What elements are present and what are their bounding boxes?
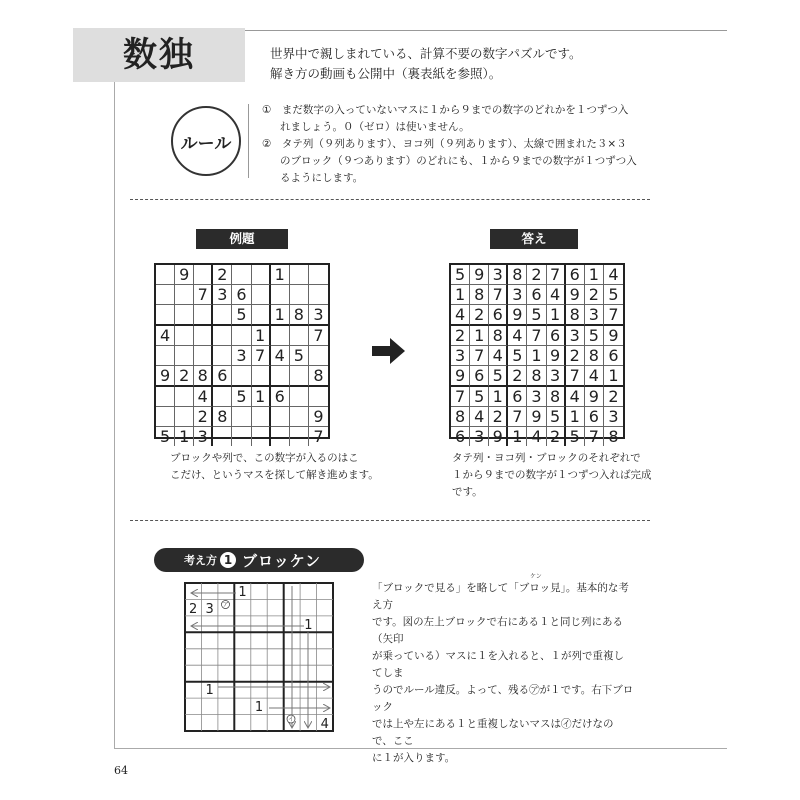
example-cell-r7c5: 5 xyxy=(232,387,251,407)
answer-cell-r3c3: 6 xyxy=(489,305,508,326)
example-cell-r8c1 xyxy=(156,407,175,427)
example-cell-r1c8 xyxy=(290,265,309,285)
rules-badge: ルール xyxy=(171,106,241,176)
example-cell-r1c9 xyxy=(309,265,328,285)
example-cell-r6c9: 8 xyxy=(309,366,328,387)
example-cell-r6c4: 6 xyxy=(213,366,232,387)
example-cell-r7c7: 6 xyxy=(271,387,290,407)
answer-cell-r2c9: 5 xyxy=(604,285,623,305)
example-cell-r7c4 xyxy=(213,387,232,407)
example-cell-r9c3: 3 xyxy=(194,427,213,446)
answer-cell-r3c4: 9 xyxy=(508,305,527,326)
answer-cell-r9c2: 3 xyxy=(470,427,489,446)
explain-line: が乗っている）マスに１を入れると、１が列で重複してしま xyxy=(372,650,624,679)
example-cell-r8c3: 2 xyxy=(194,407,213,427)
demo-digit-2: 2 xyxy=(189,602,198,617)
rule-line: れましょう。０（ゼロ）は使いません。 xyxy=(280,121,470,133)
example-cell-r4c2 xyxy=(175,326,194,346)
example-cell-r1c7: 1 xyxy=(271,265,290,285)
answer-cell-r3c7: 8 xyxy=(566,305,585,326)
example-cell-r6c7 xyxy=(271,366,290,387)
example-cell-r8c7 xyxy=(271,407,290,427)
answer-cell-r9c4: 1 xyxy=(508,427,527,446)
example-cell-r1c3 xyxy=(194,265,213,285)
method-number: 1 xyxy=(220,552,236,568)
answer-cell-r5c7: 2 xyxy=(566,346,585,366)
answer-cell-r9c7: 5 xyxy=(566,427,585,446)
example-cell-r1c4: 2 xyxy=(213,265,232,285)
example-cell-r8c9: 9 xyxy=(309,407,328,427)
example-cell-r3c1 xyxy=(156,305,175,326)
answer-cell-r3c2: 2 xyxy=(470,305,489,326)
example-cell-r8c4: 8 xyxy=(213,407,232,427)
example-cell-r1c2: 9 xyxy=(175,265,194,285)
example-cell-r9c9: 7 xyxy=(313,427,324,446)
example-cell-r1c6 xyxy=(252,265,271,285)
answer-cell-r6c8: 4 xyxy=(585,366,604,387)
page-title: 数独 xyxy=(123,35,195,75)
example-cell-r2c7 xyxy=(271,285,290,305)
answer-cell-r9c6: 2 xyxy=(547,427,566,446)
example-cell-r2c9 xyxy=(309,285,328,305)
answer-cell-r8c7: 1 xyxy=(566,407,585,427)
example-cell-r3c4 xyxy=(213,305,232,326)
answer-cell-r1c4: 8 xyxy=(508,265,527,285)
answer-cell-r7c3: 1 xyxy=(489,387,508,407)
answer-cell-r1c6: 7 xyxy=(547,265,566,285)
example-cell-r4c6: 1 xyxy=(252,326,271,346)
example-cell-r6c3: 8 xyxy=(194,366,213,387)
answer-cell-r8c4: 7 xyxy=(508,407,527,427)
example-cell-r9c4 xyxy=(213,427,232,446)
top-divider xyxy=(245,30,727,31)
answer-cell-r5c1: 3 xyxy=(451,346,470,366)
mark-a: ア xyxy=(222,601,229,609)
example-cell-r4c3 xyxy=(194,326,213,346)
example-cell-r3c8: 8 xyxy=(290,305,309,326)
explain-line: 「ブロックで見る」を略して「ブロッ見」。基本的な考え方 xyxy=(372,582,629,611)
rule-item xyxy=(262,136,642,187)
answer-cell-r4c8: 5 xyxy=(585,326,604,346)
answer-cell-r6c7: 7 xyxy=(566,366,585,387)
right-arrow-icon xyxy=(372,338,406,364)
method-explanation xyxy=(372,580,634,767)
rule-line: るようにします。 xyxy=(280,172,364,184)
answer-cell-r1c7: 6 xyxy=(566,265,585,285)
answer-cell-r9c9: 8 xyxy=(608,427,619,446)
example-sudoku-grid xyxy=(154,263,330,446)
answer-cell-r8c6: 5 xyxy=(547,407,566,427)
answer-cell-r8c5: 9 xyxy=(527,407,546,427)
example-cell-r4c4 xyxy=(213,326,232,346)
example-cell-r6c6 xyxy=(252,366,271,387)
example-cell-r9c2: 1 xyxy=(175,427,194,446)
example-cell-r4c7 xyxy=(271,326,290,346)
answer-cell-r3c1: 4 xyxy=(451,305,470,326)
answer-cell-r9c8: 7 xyxy=(585,427,604,446)
example-cell-r8c5 xyxy=(232,407,251,427)
answer-cell-r8c8: 6 xyxy=(585,407,604,427)
example-cell-r5c7: 4 xyxy=(271,346,290,366)
answer-cell-r6c4: 2 xyxy=(508,366,527,387)
answer-cell-r6c9: 1 xyxy=(604,366,623,387)
intro-line: 世界中で親しまれている、計算不要の数字パズルです。 xyxy=(270,46,582,61)
answer-cell-r4c3: 8 xyxy=(489,326,508,346)
example-cell-r9c6 xyxy=(252,427,271,446)
answer-cell-r5c5: 1 xyxy=(527,346,546,366)
intro-text xyxy=(270,44,582,84)
rule-line: ① まだ数字の入っていないマスに１から９までの数字のどれかを１つずつ入 xyxy=(262,104,629,116)
answer-cell-r1c2: 9 xyxy=(470,265,489,285)
answer-cell-r7c7: 4 xyxy=(566,387,585,407)
example-cell-r5c5: 3 xyxy=(232,346,251,366)
answer-cell-r2c1: 1 xyxy=(451,285,470,305)
section-dashed-divider xyxy=(130,199,650,200)
example-cell-r7c6: 1 xyxy=(252,387,271,407)
example-cell-r7c9 xyxy=(309,387,328,407)
answer-cell-r2c4: 3 xyxy=(508,285,527,305)
answer-cell-r5c4: 5 xyxy=(508,346,527,366)
answer-cell-r4c5: 7 xyxy=(527,326,546,346)
demo-digit-1: 1 xyxy=(254,700,264,715)
rules-text xyxy=(262,102,642,187)
example-cell-r3c6 xyxy=(252,305,271,326)
example-cell-r5c6: 7 xyxy=(252,346,271,366)
demo-digit-3: 3 xyxy=(205,602,214,617)
answer-cell-r5c3: 4 xyxy=(489,346,508,366)
example-cell-r4c9: 7 xyxy=(309,326,328,346)
example-cell-r6c5 xyxy=(232,366,251,387)
answer-cell-r8c2: 4 xyxy=(470,407,489,427)
example-cell-r8c8 xyxy=(290,407,309,427)
answer-cell-r5c2: 7 xyxy=(470,346,489,366)
answer-cell-r7c1: 7 xyxy=(451,387,470,407)
ruby-annotation: ケン xyxy=(530,573,542,580)
caption-line: ブロックや列で、この数字が入るのはこ xyxy=(170,452,359,464)
answer-cell-r6c5: 8 xyxy=(527,366,546,387)
answer-cell-r4c9: 9 xyxy=(604,326,623,346)
answer-cell-r7c2: 5 xyxy=(470,387,489,407)
example-cell-r4c8 xyxy=(290,326,309,346)
example-cell-r5c2 xyxy=(175,346,194,366)
rule-item xyxy=(262,102,642,136)
example-cell-r2c4: 3 xyxy=(213,285,232,305)
answer-cell-r5c8: 8 xyxy=(585,346,604,366)
intro-line: 解き方の動画も公開中（裏表紙を参照）。 xyxy=(270,66,502,81)
answer-cell-r4c7: 3 xyxy=(566,326,585,346)
answer-cell-r1c1: 5 xyxy=(451,265,470,285)
method-prefix: 考え方 xyxy=(184,554,217,567)
example-cell-r2c1 xyxy=(156,285,175,305)
demo-digit-1: 1 xyxy=(238,585,247,600)
answer-cell-r6c2: 6 xyxy=(470,366,489,387)
answer-cell-r4c6: 6 xyxy=(547,326,566,346)
caption-line: です。 xyxy=(452,486,483,498)
explain-line: です。図の左上ブロックで右にある１と同じ列にある（矢印 xyxy=(372,616,623,645)
example-cell-r6c1: 9 xyxy=(156,366,175,387)
example-cell-r2c8 xyxy=(290,285,309,305)
answer-cell-r2c5: 6 xyxy=(527,285,546,305)
answer-cell-r9c1: 6 xyxy=(451,427,470,446)
explain-line: うのでルール違反。よって、残る㋐が１です。右下ブロック xyxy=(372,684,634,713)
example-cell-r5c9 xyxy=(309,346,328,366)
answer-cell-r7c9: 2 xyxy=(604,387,623,407)
demo-digit-1: 1 xyxy=(304,618,313,633)
example-cell-r5c1 xyxy=(156,346,175,366)
example-cell-r4c1: 4 xyxy=(156,326,175,346)
answer-cell-r2c8: 2 xyxy=(585,285,604,305)
answer-cell-r4c1: 2 xyxy=(451,326,470,346)
caption-line: こだけ、というマスを探して解き進めます。 xyxy=(170,469,379,481)
answer-cell-r1c8: 1 xyxy=(585,265,604,285)
mark-i: イ xyxy=(287,716,295,724)
example-caption xyxy=(170,450,379,484)
example-label: 例題 xyxy=(196,229,288,249)
answer-label: 答え xyxy=(490,229,578,249)
example-cell-r7c1 xyxy=(156,387,175,407)
example-cell-r8c6 xyxy=(252,407,271,427)
answer-cell-r7c5: 3 xyxy=(527,387,546,407)
left-margin-line xyxy=(114,82,115,748)
example-cell-r4c5 xyxy=(232,326,251,346)
answer-cell-r6c3: 5 xyxy=(489,366,508,387)
method-name: ブロッケン xyxy=(242,551,321,570)
answer-cell-r6c1: 9 xyxy=(451,366,470,387)
answer-cell-r9c5: 4 xyxy=(527,427,546,446)
example-cell-r2c3: 7 xyxy=(194,285,213,305)
answer-cell-r1c9: 4 xyxy=(604,265,623,285)
answer-cell-r6c6: 3 xyxy=(547,366,566,387)
answer-cell-r3c5: 5 xyxy=(527,305,546,326)
answer-cell-r8c1: 8 xyxy=(451,407,470,427)
example-cell-r3c2 xyxy=(175,305,194,326)
answer-cell-r4c2: 1 xyxy=(470,326,489,346)
answer-cell-r3c8: 3 xyxy=(585,305,604,326)
answer-cell-r9c3: 9 xyxy=(489,427,508,446)
example-cell-r2c2 xyxy=(175,285,194,305)
answer-sudoku-grid xyxy=(449,263,625,446)
answer-cell-r3c9: 7 xyxy=(604,305,623,326)
example-cell-r1c5 xyxy=(232,265,251,285)
example-cell-r7c3: 4 xyxy=(194,387,213,407)
section-dashed-divider xyxy=(130,520,650,521)
answer-cell-r7c4: 6 xyxy=(508,387,527,407)
example-cell-r2c5: 6 xyxy=(232,285,251,305)
answer-cell-r1c5: 2 xyxy=(527,265,546,285)
page-number: 64 xyxy=(114,764,128,777)
caption-line: １から９までの数字が１つずつ入れば完成 xyxy=(452,469,652,481)
answer-cell-r2c6: 4 xyxy=(547,285,566,305)
caption-line: タテ列・ヨコ列・ブロックのそれぞれで xyxy=(452,452,641,464)
demo-digit-4: 4 xyxy=(320,717,329,732)
answer-cell-r7c8: 9 xyxy=(585,387,604,407)
example-cell-r3c7: 1 xyxy=(271,305,290,326)
answer-cell-r5c9: 6 xyxy=(604,346,623,366)
example-cell-r1c1 xyxy=(156,265,175,285)
example-cell-r7c8 xyxy=(290,387,309,407)
rule-line: ② タテ列（９列あります）、ヨコ列（９列あります）、太線で囲まれた３×３ xyxy=(262,138,627,150)
example-cell-r7c2 xyxy=(175,387,194,407)
answer-cell-r5c6: 9 xyxy=(547,346,566,366)
example-cell-r5c4 xyxy=(213,346,232,366)
rule-line: のブロック（９つあります）のどれにも、１から９までの数字が１つずつ入 xyxy=(280,155,637,167)
example-cell-r8c2 xyxy=(175,407,194,427)
example-cell-r9c8 xyxy=(290,427,309,446)
example-cell-r6c8 xyxy=(290,366,309,387)
example-cell-r9c7 xyxy=(271,427,290,446)
explain-line: では上や左にある１と重複しないマスは㋑だけなので、ここ xyxy=(372,718,614,747)
answer-cell-r2c2: 8 xyxy=(470,285,489,305)
example-cell-r3c9: 3 xyxy=(309,305,328,326)
example-cell-r2c6 xyxy=(252,285,271,305)
answer-cell-r1c3: 3 xyxy=(489,265,508,285)
answer-cell-r7c6: 8 xyxy=(547,387,566,407)
example-cell-r6c2: 2 xyxy=(175,366,194,387)
demo-digit-1: 1 xyxy=(205,683,214,698)
method-demo-diagram xyxy=(184,582,334,732)
answer-cell-r8c3: 2 xyxy=(489,407,508,427)
answer-caption xyxy=(452,450,652,501)
example-cell-r3c3 xyxy=(194,305,213,326)
answer-cell-r8c9: 3 xyxy=(604,407,623,427)
example-cell-r5c8: 5 xyxy=(290,346,309,366)
rules-divider xyxy=(248,104,249,178)
method-heading xyxy=(154,548,364,572)
answer-cell-r4c4: 4 xyxy=(508,326,527,346)
answer-cell-r3c6: 1 xyxy=(547,305,566,326)
example-cell-r9c5 xyxy=(232,427,251,446)
example-cell-r9c1: 5 xyxy=(156,427,175,446)
answer-cell-r2c3: 7 xyxy=(489,285,508,305)
answer-cell-r2c7: 9 xyxy=(566,285,585,305)
example-cell-r5c3 xyxy=(194,346,213,366)
explain-line: に１が入ります。 xyxy=(372,752,456,764)
example-cell-r3c5: 5 xyxy=(232,305,251,326)
